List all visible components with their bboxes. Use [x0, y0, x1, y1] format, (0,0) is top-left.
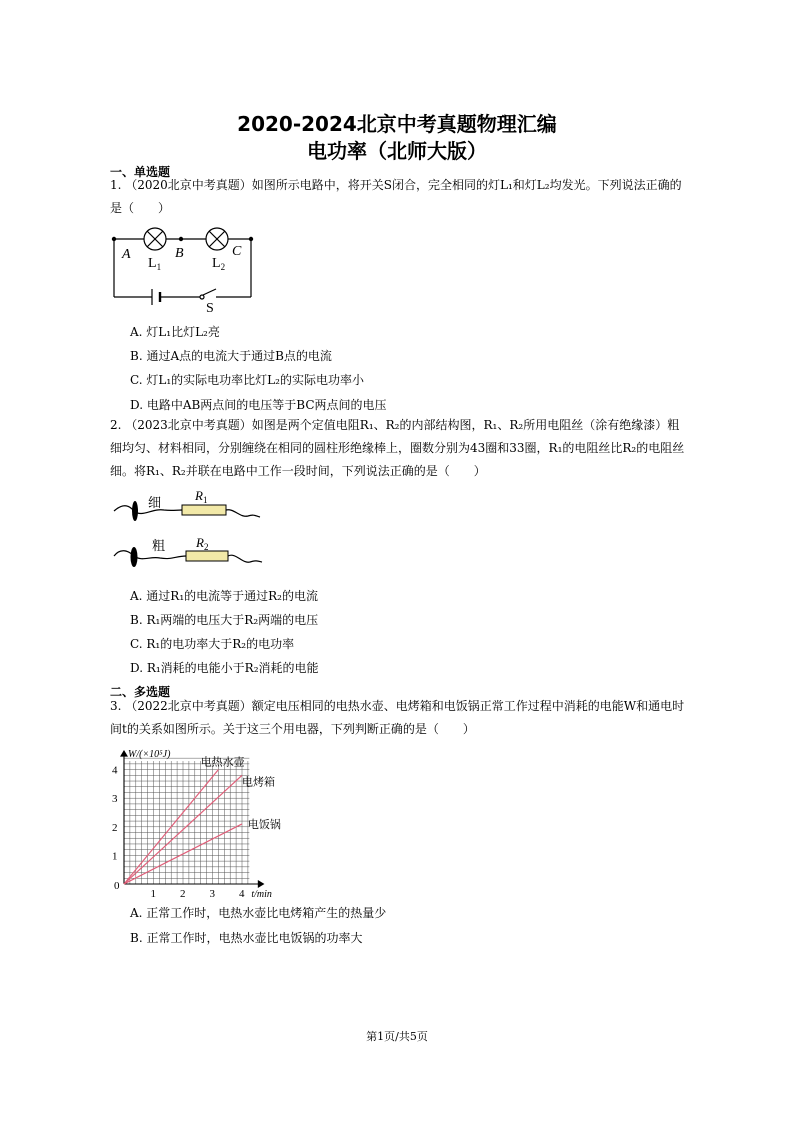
- y-tick-label: 3: [112, 793, 118, 806]
- y-axis-arrow-icon: [121, 751, 127, 756]
- label-a: A: [122, 247, 131, 262]
- question-3-text: 3. （2022北京中考真题）额定电压相同的电热水壶、电烤箱和电饭锅正常工作过程中消耗的电能W和通电时间t的关系如图所示。关于这三个用电器，下列判断正确的是（ ）: [110, 699, 685, 736]
- q3-option-a: A. 正常工作时，电热水壶比电烤箱产生的热量少: [130, 906, 387, 920]
- energy-time-chart: [106, 742, 286, 898]
- label-r1: $R_1$: [195, 488, 208, 505]
- label-b: B: [175, 246, 184, 261]
- section-heading-single: 一、单选题: [110, 165, 171, 179]
- question-2-text: 2. （2023北京中考真题）如图是两个定值电阻R₁、R₂的内部结构图，R₁、R₂所用电阻丝（涂有绝缘漆）粗细均匀、材料相同，分别缠绕在相同的圆柱形绝缘棒上，圈数分别为43圈和33圈，R₁的电阻丝比R₂的电阻丝细。将R₁、R₂并联在电路中工作一段时间，下列说法正确的是（ ）: [110, 418, 685, 478]
- q2-option-c: C. R₁的电功率大于R₂的电功率: [130, 637, 295, 651]
- label-l2: $L_2$: [212, 256, 226, 272]
- insulating-rod-end-icon: [132, 501, 138, 521]
- lamp-l2-icon: [206, 228, 228, 250]
- label-thin: 细: [148, 495, 162, 510]
- x-tick-label: 0: [114, 880, 120, 892]
- series-label: 电热水壶: [200, 756, 245, 769]
- q3-option-b: B. 正常工作时，电热水壶比电饭锅的功率大: [130, 931, 363, 945]
- circuit-diagram: [108, 223, 258, 315]
- x-tick-label: 3: [209, 888, 215, 898]
- x-axis-arrow-icon: [258, 881, 263, 887]
- q2-option-a: A. 通过R₁的电流等于通过R₂的电流: [130, 589, 318, 603]
- q2-option-d: D. R₁消耗的电能小于R₂消耗的电能: [130, 661, 319, 675]
- page-subtitle: 电功率（北师大版）: [307, 139, 487, 163]
- q1-option-d: D. 电路中AB两点间的电压等于BC两点间的电压: [130, 398, 387, 412]
- label-l1: $L_1$: [148, 256, 162, 272]
- label-c: C: [232, 244, 242, 259]
- lamp-l1-icon: [144, 228, 166, 250]
- y-tick-label: 2: [112, 821, 118, 834]
- series-label: 电烤箱: [242, 776, 275, 789]
- insulating-rod-end-icon: [131, 547, 138, 567]
- section-heading-multi: 二、多选题: [110, 685, 171, 699]
- q1-option-b: B. 通过A点的电流大于通过B点的电流: [130, 349, 332, 363]
- x-axis-label: t/min: [251, 889, 272, 898]
- label-r2: $R_2$: [196, 535, 209, 552]
- question-1-text: 1. （2020北京中考真题）如图所示电路中，将开关S闭合，完全相同的灯L₁和灯L₂均发光。下列说法正确的是（ ）: [110, 178, 682, 215]
- battery-icon: [152, 289, 160, 305]
- q2-option-b: B. R₁两端的电压大于R₂两端的电压: [130, 613, 319, 627]
- x-tick-label: 2: [180, 888, 186, 898]
- q1-option-c: C. 灯L₁的实际电功率比灯L₂的实际电功率小: [130, 373, 364, 387]
- x-tick-label: 4: [239, 888, 245, 898]
- resistor-diagram: [108, 486, 268, 578]
- page-title: 2020-2024北京中考真题物理汇编: [237, 112, 557, 136]
- y-axis-label: W/(×10⁵J): [128, 749, 171, 761]
- y-tick-label: 4: [112, 764, 118, 777]
- label-thick: 粗: [152, 538, 166, 553]
- x-tick-label: 1: [150, 888, 156, 898]
- chart-grid: [124, 758, 249, 884]
- page-footer: 第1页/共5页: [366, 1030, 428, 1043]
- resistor-r2-icon: [186, 551, 228, 561]
- series-label: 电饭锅: [247, 819, 281, 832]
- y-tick-label: 1: [112, 850, 118, 863]
- switch-icon: [200, 289, 216, 299]
- label-s: S: [206, 301, 214, 315]
- q1-option-a: A. 灯L₁比灯L₂亮: [130, 325, 220, 339]
- resistor-r1-icon: [182, 505, 226, 515]
